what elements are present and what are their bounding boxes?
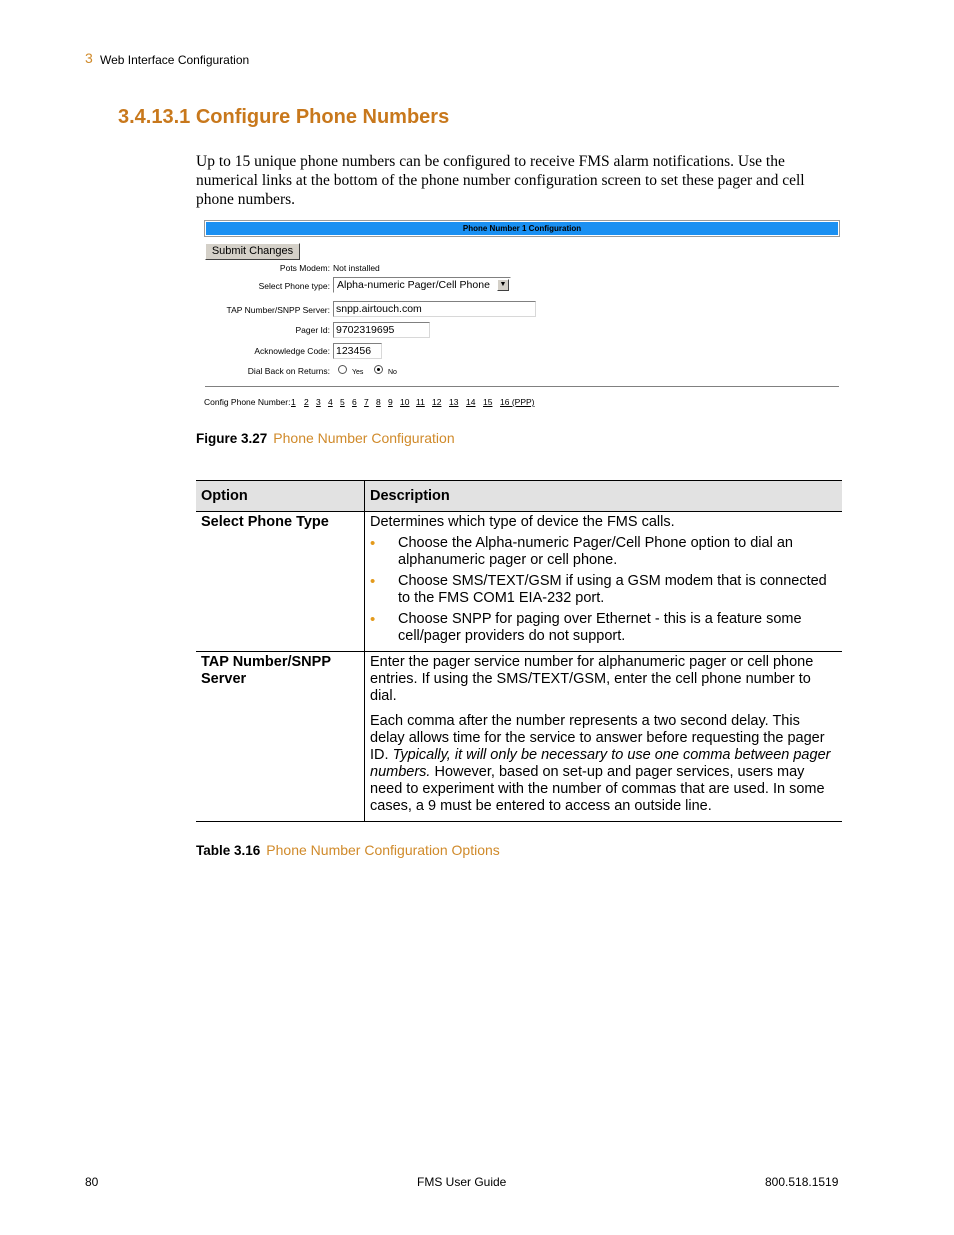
config-link-5[interactable]: 5 [340, 397, 345, 407]
ack-code-input[interactable]: 123456 [333, 343, 382, 359]
footer-doc-title: FMS User Guide [417, 1175, 507, 1189]
config-link-3[interactable]: 3 [316, 397, 321, 407]
option-cell: TAP Number/SNPP Server [196, 652, 365, 822]
description-text: Enter the pager service number for alphanumeric pager or cell phone entries. If using the SMS/TEXT/GSM, enter the cell phone number to dial. [370, 654, 814, 704]
bullet-icon: • [370, 535, 376, 552]
config-link-9[interactable]: 9 [388, 397, 393, 407]
config-link-2[interactable]: 2 [304, 397, 309, 407]
list-item-text: Choose the Alpha-numeric Pager/Cell Phone option to dial an alphanumeric pager or cell phone. [398, 535, 793, 568]
chapter-title: Web Interface Configuration [100, 53, 250, 67]
list-item-text: Choose SMS/TEXT/GSM if using a GSM modem that is connected to the FMS COM1 EIA-232 port. [398, 573, 827, 606]
description-text: Determines which type of device the FMS calls. [370, 514, 675, 530]
ack-code-label: Acknowledge Code: [254, 346, 330, 356]
intro-paragraph: Up to 15 unique phone numbers can be configured to receive FMS alarm notifications. Use the numerical links at the bottom of the phone number configuration screen to set these pager and cell phone numbers. [196, 153, 805, 208]
panel-title: Phone Number 1 Configuration [206, 222, 838, 235]
dialback-label: Dial Back on Returns: [247, 366, 330, 376]
config-link-10[interactable]: 10 [400, 397, 410, 407]
phone-type-select[interactable] [333, 277, 511, 293]
phone-type-value: Alpha-numeric Pager/Cell Phone [337, 279, 490, 291]
options-table [196, 480, 842, 822]
table-caption-number: Table 3.16 [196, 843, 261, 858]
config-phone-label: Config Phone Number: [204, 397, 291, 407]
figure-caption-text: Phone Number Configuration [273, 430, 455, 446]
figure-caption [196, 430, 455, 446]
submit-changes-button[interactable]: Submit Changes [205, 243, 300, 260]
bullet-icon: • [370, 611, 376, 628]
description-cell [365, 512, 843, 652]
pots-modem-value: Not installed [333, 263, 380, 273]
section-title: 3.4.13.1 Configure Phone Numbers [118, 106, 450, 128]
table-row [196, 512, 842, 652]
description-text [370, 713, 837, 815]
config-link-11[interactable]: 11 [416, 397, 425, 407]
dialback-no-label: No [388, 369, 397, 376]
pots-modem-label: Pots Modem: [279, 263, 330, 273]
config-link-12[interactable]: 12 [432, 397, 442, 407]
panel-title-bar [204, 220, 840, 237]
bullet-icon: • [370, 573, 376, 590]
table-caption [196, 842, 500, 858]
table-caption-text: Phone Number Configuration Options [266, 842, 500, 858]
dialback-yes-radio[interactable] [338, 365, 347, 374]
config-link-4[interactable]: 4 [328, 397, 333, 407]
pager-id-input[interactable]: 9702319695 [333, 322, 430, 338]
config-link-6[interactable]: 6 [352, 397, 357, 407]
dialback-no-radio[interactable] [374, 365, 383, 374]
tap-server-label: TAP Number/SNPP Server: [226, 305, 330, 315]
config-link-1[interactable]: 1 [291, 397, 296, 407]
table-header-row [196, 481, 842, 512]
column-header-description: Description [365, 481, 843, 512]
tap-server-input[interactable]: snpp.airtouch.com [333, 301, 536, 317]
description-text-start: Each comma after the number represents a two second delay. This delay allows time for the service to answer before requesting the pager ID. [370, 713, 825, 763]
chevron-down-icon[interactable]: ▼ [497, 279, 509, 291]
config-link-7[interactable]: 7 [364, 397, 369, 407]
list-item-text: Choose SNPP for paging over Ethernet - this is a feature some cell/pager providers do not support. [398, 611, 802, 644]
list-item [370, 535, 837, 569]
config-link-14[interactable]: 14 [466, 397, 476, 407]
table-row [196, 652, 842, 822]
phone-type-label: Select Phone type: [258, 281, 330, 291]
list-item [370, 573, 837, 607]
list-item [370, 611, 837, 645]
dialback-yes-label: Yes [352, 369, 364, 376]
config-link-16-ppp[interactable]: 16 (PPP) [500, 397, 535, 407]
description-text-end: However, based on set-up and pager services, users may need to experiment with the number of commas that are used. In some cases, a 9 must be entered to access an outside line. [370, 764, 825, 814]
config-link-13[interactable]: 13 [449, 397, 459, 407]
pager-id-label: Pager Id: [295, 325, 330, 335]
column-header-option: Option [196, 481, 365, 512]
option-cell: Select Phone Type [196, 512, 365, 652]
divider [205, 386, 839, 387]
config-link-8[interactable]: 8 [376, 397, 381, 407]
chapter-number: 3 [85, 50, 93, 66]
config-link-15[interactable]: 15 [483, 397, 493, 407]
page-number: 80 [85, 1175, 99, 1189]
footer-phone: 800.518.1519 [765, 1175, 839, 1189]
figure-caption-number: Figure 3.27 [196, 431, 268, 446]
description-text-italic: Typically, it will only be necessary to use one comma between pager numbers. [370, 747, 831, 780]
description-cell [365, 652, 843, 822]
